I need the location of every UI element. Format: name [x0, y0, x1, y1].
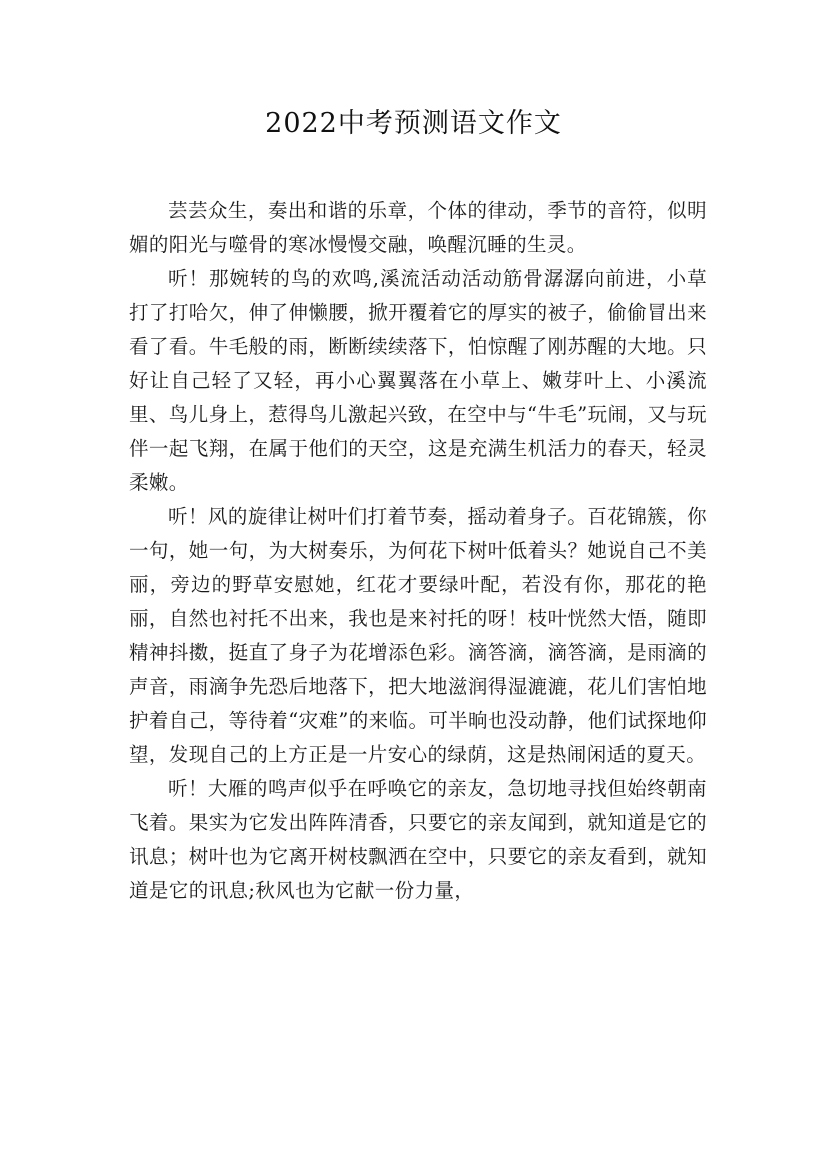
document-title: 2022中考预测语文作文 [265, 108, 562, 139]
paragraph-3: 听！风的旋律让树叶们打着节奏，摇动着身子。百花锦簇，你一句，她一句，为大树奏乐，为何花下树叶低着头？她说自己不美丽，旁边的野草安慰她，红花才要绿叶配，若没有你，那花的艳丽，自然也衬托不出来，我也是来衬托的呀！枝叶恍然大悟，随即精神抖擞，挺直了身子为花增添色彩。滴答滴，滴答滴，是雨滴的声音，雨滴争先恐后地落下，把大地滋润得湿漉漉，花儿们害怕地护着自己，等待着“灾难”的来临。可半晌也没动静，他们试探地仰望，发现自己的上方正是一片安心的绿荫，这是热闹闲适的夏天。 [129, 505, 707, 766]
document-body [129, 194, 707, 908]
paragraph-4: 听！大雁的鸣声似乎在呼唤它的亲友，急切地寻找但始终朝南飞着。果实为它发出阵阵清香，只要它的亲友闻到，就知道是它的讯息；树叶也为它离开树枝飘洒在空中，只要它的亲友看到，就知道是它的讯息;秋风也为它献一份力量， [129, 777, 707, 902]
paragraph-1: 芸芸众生，奏出和谐的乐章，个体的律动，季节的音符，似明媚的阳光与噬骨的寒冰慢慢交融，唤醒沉睡的生灵。 [129, 199, 707, 256]
paragraph-2: 听！那婉转的鸟的欢鸣,溪流活动活动筋骨潺潺向前进，小草打了打哈欠，伸了伸懒腰，掀开覆着它的厚实的被子，偷偷冒出来看了看。牛毛般的雨，断断续续落下，怕惊醒了刚苏醒的大地。只好让自己轻了又轻，再小心翼翼落在小草上、嫩芽叶上、小溪流里、鸟儿身上，惹得鸟儿激起兴致，在空中与“牛毛”玩闹，又与玩伴一起飞翔，在属于他们的天空，这是充满生机活力的春天，轻灵柔嫩。 [129, 267, 707, 494]
